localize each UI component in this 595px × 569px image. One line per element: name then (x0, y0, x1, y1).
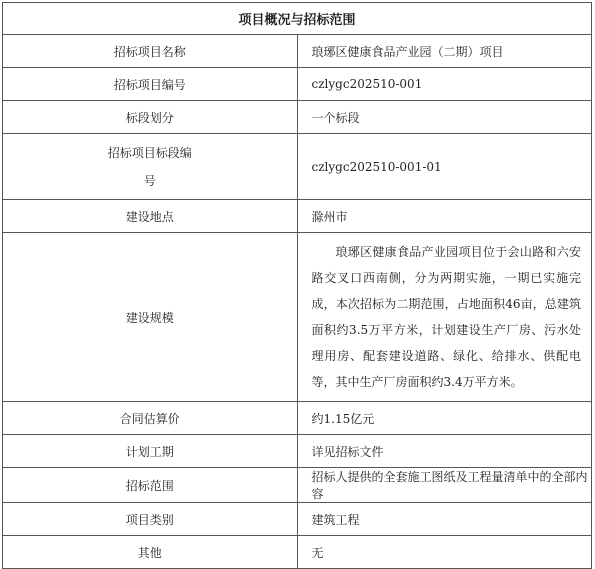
table-row (3, 35, 592, 68)
table-row (3, 68, 592, 101)
table-row (3, 402, 592, 435)
row-label-scale: 建设规模 (3, 233, 298, 402)
row-value-location: 滁州市 (297, 200, 592, 233)
table-row (3, 468, 592, 503)
row-label-project-number: 招标项目编号 (3, 68, 298, 101)
row-value-other: 无 (297, 536, 592, 569)
row-value-project-name: 琅琊区健康食品产业园（二期）项目 (297, 35, 592, 68)
row-value-section-number: czlygc202510-001-01 (297, 134, 592, 200)
table-row (3, 200, 592, 233)
table-row (3, 536, 592, 569)
row-label-section-division: 标段划分 (3, 101, 298, 134)
row-value-category: 建筑工程 (297, 503, 592, 536)
row-value-section-division: 一个标段 (297, 101, 592, 134)
row-value-scale: 琅琊区健康食品产业园项目位于会山路和六安路交叉口西南侧，分为两期实施，一期已实施完成，本次招标为二期范围，占地面积46亩，总建筑面积约3.5万平方米，计划建设生产厂房、污水处理用房、配套建设道路、绿化、给排水、供配电等，其中生产厂房面积约3.4万平方米。 (297, 233, 592, 402)
table-row (3, 435, 592, 468)
row-label-scope: 招标范围 (3, 468, 298, 503)
row-label-location: 建设地点 (3, 200, 298, 233)
row-value-contract-estimate: 约1.15亿元 (297, 402, 592, 435)
table-row (3, 503, 592, 536)
row-label-contract-estimate: 合同估算价 (3, 402, 298, 435)
row-label-other: 其他 (3, 536, 298, 569)
project-overview-table (2, 2, 592, 569)
row-label-schedule: 计划工期 (3, 435, 298, 468)
table-row (3, 101, 592, 134)
row-label-category: 项目类别 (3, 503, 298, 536)
row-value-schedule: 详见招标文件 (297, 435, 592, 468)
row-label-project-name: 招标项目名称 (3, 35, 298, 68)
row-value-scope: 招标人提供的全套施工图纸及工程量清单中的全部内容 (297, 468, 592, 503)
row-label-section-number: 招标项目标段编号 (107, 145, 192, 188)
table-row (3, 134, 592, 200)
table-title: 项目概况与招标范围 (3, 3, 592, 35)
table-row (3, 233, 592, 402)
row-value-project-number: czlygc202510-001 (297, 68, 592, 101)
